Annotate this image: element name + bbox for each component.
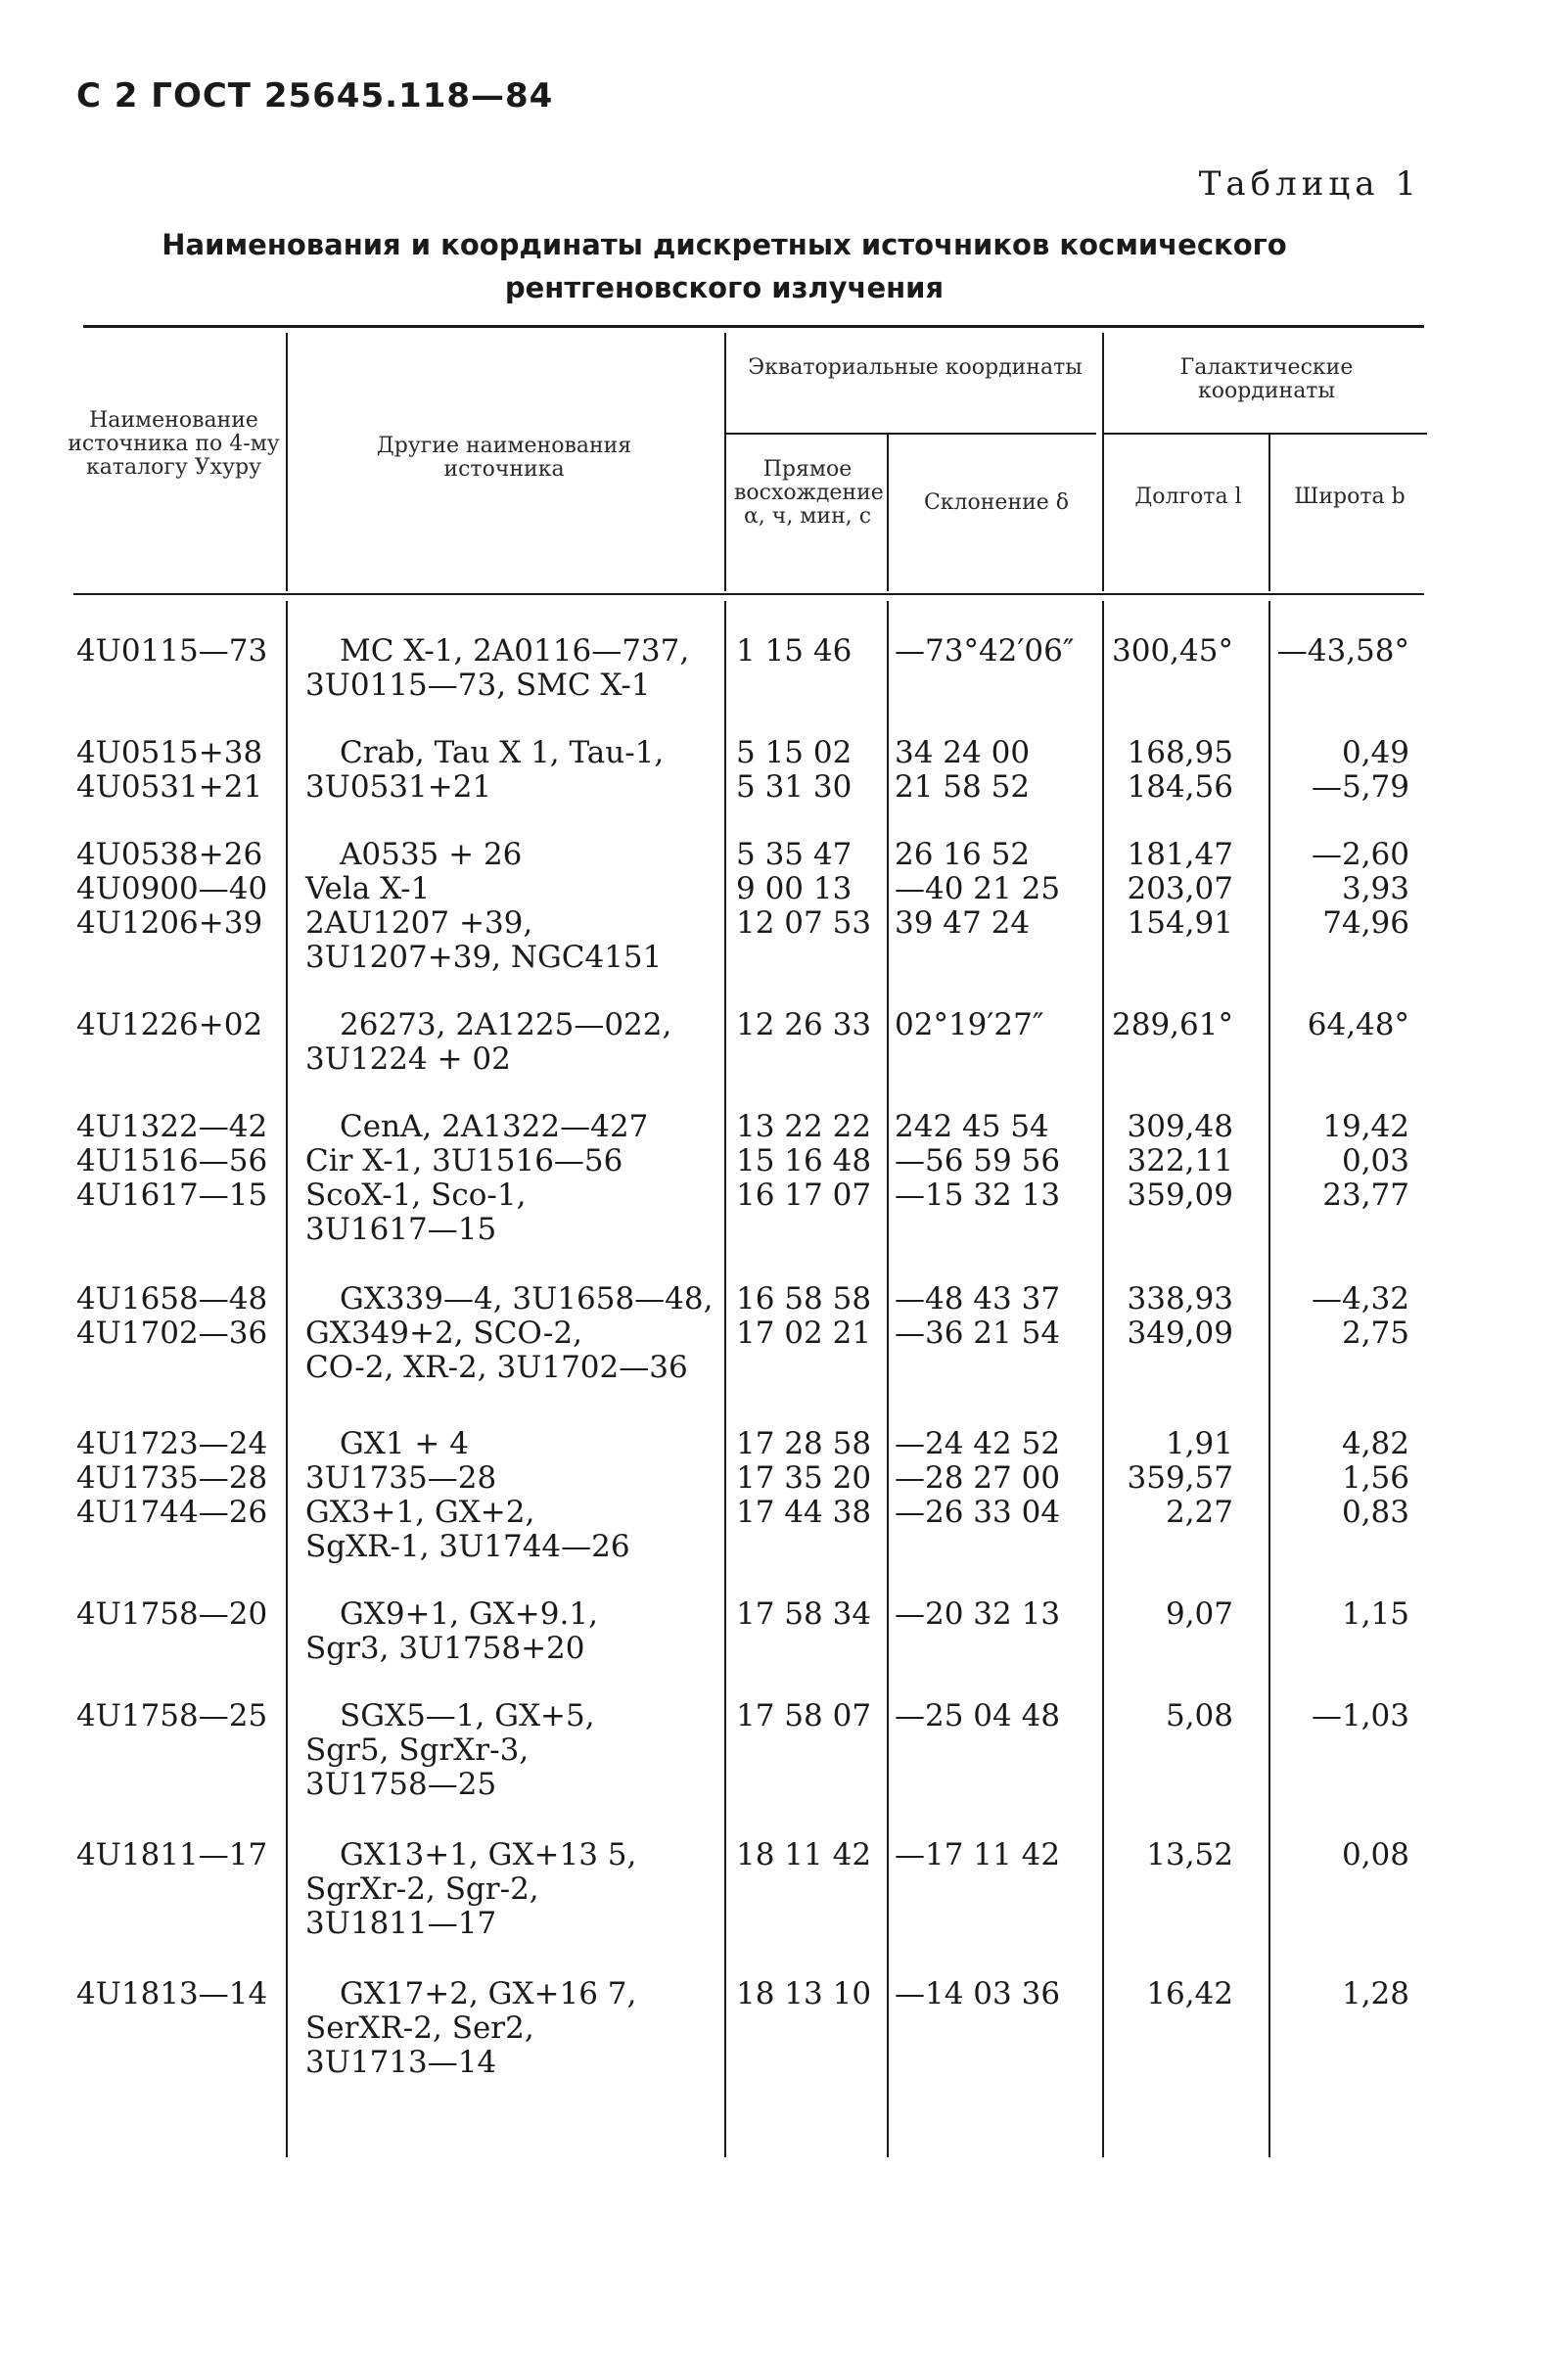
other-names: SGX5—1, GX+5, <box>340 1698 595 1733</box>
other-names-cell <box>305 1427 630 1564</box>
right-ascension: 17 35 20 <box>736 1460 872 1496</box>
other-names-cell <box>305 736 664 805</box>
body-divider-1 <box>286 601 288 2157</box>
header-divider-4 <box>1102 333 1104 591</box>
declination: —28 27 00 <box>895 1460 1061 1496</box>
other-names: 2AU1207 +39, <box>305 905 533 941</box>
other-names: Sgr5, SgrXr-3, <box>305 1732 530 1768</box>
galactic-longitude: 181,47 <box>1127 837 1233 872</box>
right-ascension: 5 35 47 <box>736 837 853 872</box>
galactic-latitude: 1,28 <box>1341 1976 1409 2011</box>
source-name: 4U0900—40 <box>76 871 268 906</box>
declination: —56 59 56 <box>895 1143 1061 1178</box>
galactic-longitude: 309,48 <box>1127 1109 1233 1144</box>
other-names-cell <box>305 1838 636 1941</box>
other-names: SgrXr-2, Sgr-2, <box>305 1871 539 1907</box>
top-rule <box>83 325 1424 328</box>
other-names: 3U1811—17 <box>305 1906 497 1941</box>
galactic-latitude: 19,42 <box>1322 1109 1409 1144</box>
other-names: GX17+2, GX+16 7, <box>340 1976 637 2011</box>
declination: —40 21 25 <box>895 871 1061 906</box>
source-name: 4U1206+39 <box>76 905 263 941</box>
source-name: 4U1226+02 <box>76 1007 263 1042</box>
galactic-latitude: 64,48° <box>1307 1007 1409 1042</box>
source-name-cell <box>76 1282 267 1351</box>
declination: 39 47 24 <box>895 905 1031 941</box>
header-divider-3 <box>887 435 889 591</box>
galactic-latitude-cell <box>1155 1110 1409 1213</box>
other-names-cell <box>305 838 662 975</box>
other-names: GX349+2, SCO-2, <box>305 1316 582 1351</box>
source-name: 4U1617—15 <box>76 1178 268 1213</box>
source-name-cell <box>76 1427 267 1530</box>
source-name-cell <box>76 1699 267 1733</box>
source-name: 4U0538+26 <box>76 837 263 872</box>
other-names-cell <box>305 1977 636 2080</box>
galactic-latitude: 3,93 <box>1341 871 1409 906</box>
col-header-lat: Широта b <box>1294 485 1406 509</box>
table-number: Таблица 1 <box>1198 164 1421 204</box>
galactic-latitude-cell <box>1155 1699 1409 1733</box>
source-name: 4U0531+21 <box>76 769 263 805</box>
galactic-latitude: 0,83 <box>1341 1495 1409 1530</box>
declination: —24 42 52 <box>895 1426 1061 1461</box>
right-ascension: 17 02 21 <box>736 1316 872 1351</box>
source-name: 4U1516—56 <box>76 1143 268 1178</box>
other-names: A0535 + 26 <box>340 837 523 872</box>
right-ascension: 18 11 42 <box>736 1837 872 1872</box>
source-name: 4U1758—25 <box>76 1698 268 1733</box>
galactic-latitude-cell <box>1155 1427 1409 1530</box>
source-name: 4U1813—14 <box>76 1976 268 2011</box>
title-line-2: рентгеновского излучения <box>504 271 945 304</box>
source-name-cell <box>76 736 262 805</box>
other-names: CenA, 2A1322—427 <box>340 1109 649 1144</box>
right-ascension: 17 28 58 <box>736 1426 872 1461</box>
right-ascension-cell <box>736 1282 871 1351</box>
other-names: 26273, 2A1225—022, <box>340 1007 672 1042</box>
galactic-latitude-cell <box>1155 1597 1409 1632</box>
source-name: 4U1322—42 <box>76 1109 268 1144</box>
declination: 34 24 00 <box>895 735 1031 770</box>
page-header: С 2 ГОСТ 25645.118—84 <box>76 76 554 115</box>
galactic-latitude-cell <box>1155 838 1409 941</box>
right-ascension: 13 22 22 <box>736 1109 872 1144</box>
other-names-cell <box>305 1110 648 1247</box>
body-divider-4 <box>1102 601 1104 2157</box>
declination: 242 45 54 <box>895 1109 1049 1144</box>
other-names: GX9+1, GX+9.1, <box>340 1596 598 1632</box>
source-name-cell <box>76 1977 267 2011</box>
declination: 02°19′27″ <box>895 1007 1044 1042</box>
galactic-longitude: 359,09 <box>1127 1178 1233 1213</box>
col-header-lon: Долгота l <box>1134 485 1242 509</box>
galactic-longitude: 338,93 <box>1127 1281 1233 1317</box>
galactic-longitude: 168,95 <box>1127 735 1233 770</box>
right-ascension: 16 17 07 <box>736 1178 872 1213</box>
col-header-name: Наименование источника по 4-му каталогу Ухуру <box>68 408 280 480</box>
right-ascension-cell <box>736 1838 871 1872</box>
other-names: Sgr3, 3U1758+20 <box>305 1631 585 1666</box>
galactic-longitude: 184,56 <box>1127 769 1233 805</box>
galactic-latitude: —5,79 <box>1311 769 1409 805</box>
other-names: 3U0115—73, SMC X-1 <box>305 668 651 703</box>
header-rule-galactic <box>1104 433 1427 435</box>
other-names-cell <box>305 634 689 703</box>
declination: —14 03 36 <box>895 1976 1061 2011</box>
right-ascension: 5 15 02 <box>736 735 853 770</box>
galactic-latitude: 1,15 <box>1341 1596 1409 1632</box>
right-ascension-cell <box>736 736 852 805</box>
right-ascension: 9 00 13 <box>736 871 853 906</box>
other-names: 3U0531+21 <box>305 769 492 805</box>
right-ascension: 5 31 30 <box>736 769 853 805</box>
galactic-longitude: 359,57 <box>1127 1460 1233 1496</box>
galactic-latitude: 74,96 <box>1322 905 1409 941</box>
col-header-dec: Склонение δ <box>923 490 1070 515</box>
col-header-ra: Прямое восхождение α, ч, мин, с <box>734 457 884 529</box>
right-ascension: 12 07 53 <box>736 905 872 941</box>
title-line-1: Наименования и координаты дискретных источников космического <box>161 228 1287 261</box>
source-name: 4U0115—73 <box>76 633 268 669</box>
header-divider-5 <box>1268 435 1270 591</box>
body-divider-2 <box>724 601 726 2157</box>
right-ascension: 15 16 48 <box>736 1143 872 1178</box>
source-name: 4U0515+38 <box>76 735 263 770</box>
col-header-equatorial: Экваториальные координаты <box>748 355 1083 380</box>
other-names: CO-2, XR-2, 3U1702—36 <box>305 1350 688 1385</box>
declination: —20 32 13 <box>895 1596 1061 1632</box>
col-header-galactic: Галактические координаты <box>1179 355 1354 403</box>
declination: —48 43 37 <box>895 1281 1061 1317</box>
declination: 21 58 52 <box>895 769 1031 805</box>
source-name-cell <box>76 1838 267 1872</box>
declination: —26 33 04 <box>895 1495 1061 1530</box>
galactic-latitude: —43,58° <box>1276 633 1409 669</box>
source-name: 4U1723—24 <box>76 1426 268 1461</box>
galactic-longitude: 9,07 <box>1165 1596 1233 1632</box>
right-ascension-cell <box>736 1597 871 1632</box>
right-ascension-cell <box>736 1008 871 1042</box>
source-name: 4U1735—28 <box>76 1460 268 1496</box>
right-ascension: 17 58 34 <box>736 1596 872 1632</box>
right-ascension: 17 58 07 <box>736 1698 872 1733</box>
galactic-latitude: —2,60 <box>1311 837 1409 872</box>
other-names: GX339—4, 3U1658—48, <box>340 1281 714 1317</box>
other-names: Vela X-1 <box>305 871 431 906</box>
right-ascension: 17 44 38 <box>736 1495 872 1530</box>
galactic-latitude: 0,49 <box>1341 735 1409 770</box>
right-ascension-cell <box>736 1427 871 1530</box>
source-name: 4U1702—36 <box>76 1316 268 1351</box>
right-ascension-cell <box>736 1110 871 1213</box>
other-names: 3U1207+39, NGC4151 <box>305 940 663 975</box>
galactic-latitude: —4,32 <box>1311 1281 1409 1317</box>
galactic-latitude: 2,75 <box>1341 1316 1409 1351</box>
header-divider-1 <box>286 333 288 591</box>
right-ascension: 16 58 58 <box>736 1281 872 1317</box>
source-name-cell <box>76 1597 267 1632</box>
right-ascension: 18 13 10 <box>736 1976 872 2011</box>
right-ascension-cell <box>736 634 852 669</box>
other-names: 3U1758—25 <box>305 1767 497 1802</box>
galactic-latitude-cell <box>1155 1008 1409 1042</box>
right-ascension-cell <box>736 1977 871 2011</box>
source-name: 4U1811—17 <box>76 1837 268 1872</box>
other-names-cell <box>305 1282 713 1385</box>
other-names: GX3+1, GX+2, <box>305 1495 535 1530</box>
source-name-cell <box>76 634 267 669</box>
source-name-cell <box>76 1110 267 1213</box>
other-names: Cir X-1, 3U1516—56 <box>305 1143 623 1178</box>
header-bottom-rule <box>73 593 1424 595</box>
source-name: 4U1744—26 <box>76 1495 268 1530</box>
galactic-longitude: 16,42 <box>1146 1976 1233 2011</box>
table-title <box>147 223 1302 309</box>
galactic-latitude: 0,08 <box>1341 1837 1409 1872</box>
source-name: 4U1758—20 <box>76 1596 268 1632</box>
other-names-cell <box>305 1699 595 1802</box>
galactic-longitude: 349,09 <box>1127 1316 1233 1351</box>
other-names: SgXR-1, 3U1744—26 <box>305 1529 630 1564</box>
header-divider-2 <box>724 333 726 591</box>
col-header-other: Другие наименования источника <box>376 434 632 482</box>
galactic-latitude-cell <box>1155 634 1409 669</box>
galactic-latitude-cell <box>1155 1977 1409 2011</box>
other-names-cell <box>305 1597 598 1666</box>
galactic-longitude: 1,91 <box>1165 1426 1233 1461</box>
other-names: 3U1224 + 02 <box>305 1041 511 1077</box>
other-names: MC X-1, 2A0116—737, <box>340 633 690 669</box>
other-names: 3U1735—28 <box>305 1460 497 1496</box>
other-names: GX1 + 4 <box>340 1426 469 1461</box>
body-divider-3 <box>887 601 889 2157</box>
galactic-latitude: 1,56 <box>1341 1460 1409 1496</box>
declination: —25 04 48 <box>895 1698 1061 1733</box>
other-names: 3U1713—14 <box>305 2045 497 2080</box>
right-ascension-cell <box>736 838 871 941</box>
body-divider-5 <box>1268 601 1270 2157</box>
source-name-cell <box>76 838 267 941</box>
header-rule-equatorial <box>724 433 1096 435</box>
galactic-longitude: 5,08 <box>1165 1698 1233 1733</box>
galactic-latitude: 23,77 <box>1322 1178 1409 1213</box>
galactic-longitude: 289,61° <box>1112 1007 1233 1042</box>
declination: —73°42′06″ <box>895 633 1075 669</box>
declination: —15 32 13 <box>895 1178 1061 1213</box>
galactic-latitude-cell <box>1155 736 1409 805</box>
galactic-latitude-cell <box>1155 1282 1409 1351</box>
declination: —36 21 54 <box>895 1316 1061 1351</box>
galactic-longitude: 300,45° <box>1112 633 1233 669</box>
source-name-cell <box>76 1008 262 1042</box>
galactic-latitude: —1,03 <box>1311 1698 1409 1733</box>
other-names: Crab, Tau X 1, Tau-1, <box>340 735 665 770</box>
galactic-latitude: 4,82 <box>1341 1426 1409 1461</box>
other-names: GX13+1, GX+13 5, <box>340 1837 637 1872</box>
galactic-longitude: 2,27 <box>1165 1495 1233 1530</box>
galactic-longitude: 154,91 <box>1127 905 1233 941</box>
other-names: ScoX-1, Sco-1, <box>305 1178 527 1213</box>
declination: —17 11 42 <box>895 1837 1061 1872</box>
other-names: SerXR-2, Ser2, <box>305 2010 534 2046</box>
source-name: 4U1658—48 <box>76 1281 268 1317</box>
other-names: 3U1617—15 <box>305 1212 497 1247</box>
right-ascension: 12 26 33 <box>736 1007 872 1042</box>
galactic-latitude: 0,03 <box>1341 1143 1409 1178</box>
other-names-cell <box>305 1008 671 1077</box>
right-ascension: 1 15 46 <box>736 633 853 669</box>
galactic-longitude: 322,11 <box>1127 1143 1233 1178</box>
galactic-longitude: 203,07 <box>1127 871 1233 906</box>
declination: 26 16 52 <box>895 837 1031 872</box>
galactic-longitude: 13,52 <box>1146 1837 1233 1872</box>
right-ascension-cell <box>736 1699 871 1733</box>
galactic-latitude-cell <box>1155 1838 1409 1872</box>
